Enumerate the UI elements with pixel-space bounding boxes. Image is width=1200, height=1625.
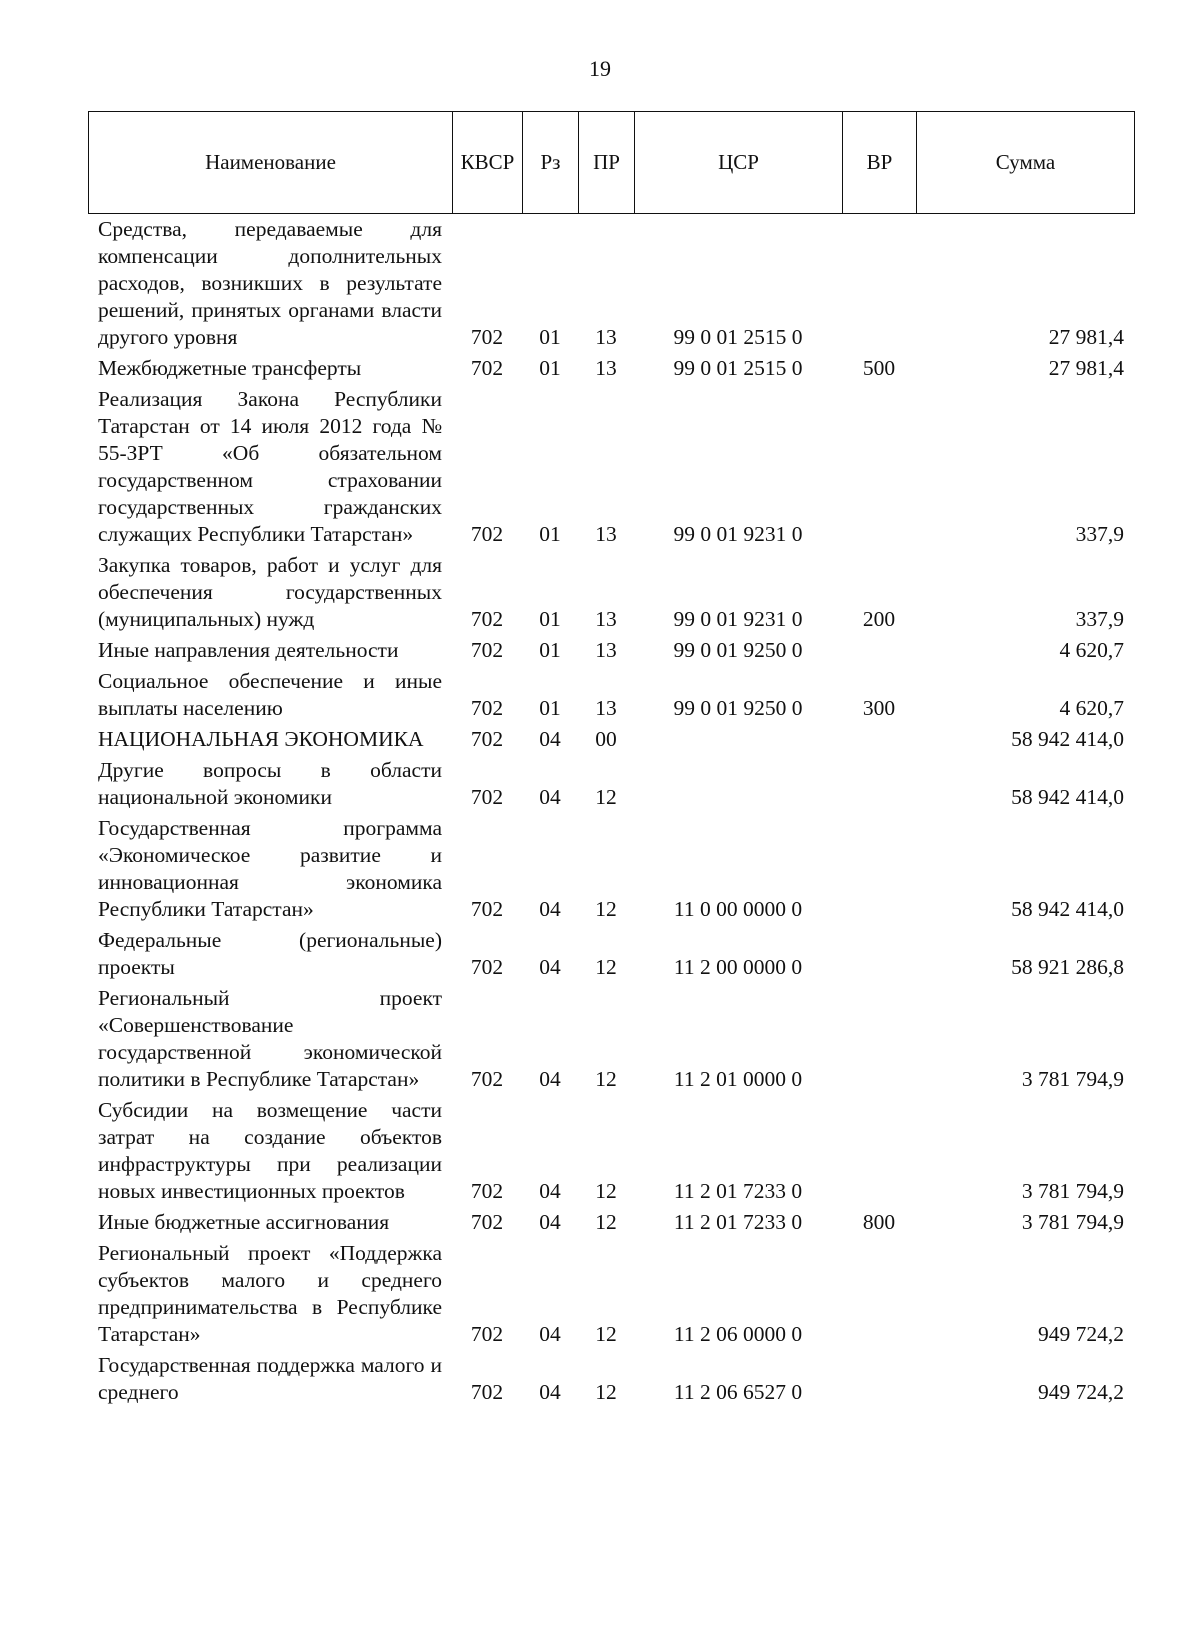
row-vr-cell bbox=[842, 1238, 916, 1350]
row-kvsr-cell: 702 bbox=[470, 696, 504, 720]
table-row bbox=[88, 755, 1134, 813]
row-name-cell: Государственная программа «Экономическое развитие и инновационная экономика Республики Татарстан» bbox=[98, 816, 442, 921]
row-csr-cell: 11 2 06 0000 0 bbox=[673, 1322, 803, 1346]
row-pr-cell: 00 bbox=[595, 727, 617, 751]
row-name-cell: НАЦИОНАЛЬНАЯ ЭКОНОМИКА bbox=[98, 727, 424, 751]
table-row bbox=[88, 384, 1134, 550]
row-sum-cell: 27 981,4 bbox=[1048, 325, 1124, 349]
row-vr-cell: 500 bbox=[862, 356, 896, 380]
row-kvsr-cell: 702 bbox=[470, 1322, 504, 1346]
row-csr-cell bbox=[634, 724, 842, 755]
row-name-cell: Региональный проект «Поддержка субъектов малого и среднего предпринимательства в Республике Татарстан» bbox=[98, 1241, 442, 1346]
row-pr-cell: 13 bbox=[595, 607, 617, 631]
row-csr-cell: 99 0 01 2515 0 bbox=[673, 325, 803, 349]
row-name-cell: Иные бюджетные ассигнования bbox=[98, 1210, 390, 1234]
row-rz-cell: 04 bbox=[539, 1210, 561, 1234]
row-pr-cell: 13 bbox=[595, 356, 617, 380]
header-name: Наименование bbox=[89, 112, 453, 214]
row-csr-cell: 11 2 00 0000 0 bbox=[673, 955, 803, 979]
row-sum-cell: 3 781 794,9 bbox=[1021, 1067, 1124, 1091]
header-csr: ЦСР bbox=[635, 112, 843, 214]
row-sum-cell: 4 620,7 bbox=[1059, 696, 1124, 720]
row-vr-cell: 800 bbox=[862, 1210, 896, 1234]
row-rz-cell: 01 bbox=[539, 607, 561, 631]
row-rz-cell: 04 bbox=[539, 1067, 561, 1091]
row-name-cell: Реализация Закона Республики Татарстан от 14 июля 2012 года № 55-ЗРТ «Об обязательном государственном страховании государственных гражданских служащих Республики Татарстан» bbox=[98, 387, 442, 546]
row-rz-cell: 04 bbox=[539, 1179, 561, 1203]
row-pr-cell: 12 bbox=[595, 1380, 617, 1404]
row-name-cell: Социальное обеспечение и иные выплаты населению bbox=[98, 669, 442, 720]
row-sum-cell: 337,9 bbox=[1075, 607, 1124, 631]
row-vr-cell bbox=[842, 1095, 916, 1207]
row-vr-cell: 300 bbox=[862, 696, 896, 720]
row-rz-cell: 04 bbox=[539, 955, 561, 979]
row-pr-cell: 13 bbox=[595, 696, 617, 720]
row-rz-cell: 01 bbox=[539, 325, 561, 349]
row-pr-cell: 12 bbox=[595, 1210, 617, 1234]
row-kvsr-cell: 702 bbox=[470, 325, 504, 349]
row-csr-cell: 99 0 01 2515 0 bbox=[673, 356, 803, 380]
row-sum-cell: 949 724,2 bbox=[1038, 1380, 1124, 1404]
row-kvsr-cell: 702 bbox=[470, 1380, 504, 1404]
row-vr-cell bbox=[842, 755, 916, 813]
table-row bbox=[88, 724, 1134, 755]
row-name-cell: Региональный проект «Совершенствование государственной экономической политики в Республике Татарстан» bbox=[98, 986, 442, 1091]
table-row bbox=[88, 1095, 1134, 1207]
row-name-cell: Другие вопросы в области национальной экономики bbox=[98, 758, 442, 809]
row-pr-cell: 12 bbox=[595, 1067, 617, 1091]
row-vr-cell bbox=[842, 635, 916, 666]
row-csr-cell: 11 2 01 7233 0 bbox=[673, 1210, 803, 1234]
row-kvsr-cell: 702 bbox=[470, 522, 504, 546]
row-vr-cell bbox=[842, 925, 916, 983]
row-sum-cell: 58 942 414,0 bbox=[1011, 727, 1124, 751]
row-rz-cell: 04 bbox=[539, 897, 561, 921]
row-pr-cell: 12 bbox=[595, 955, 617, 979]
page-number: 19 bbox=[589, 56, 611, 81]
header-vr: ВР bbox=[843, 112, 917, 214]
row-sum-cell: 58 921 286,8 bbox=[1011, 955, 1124, 979]
row-pr-cell: 12 bbox=[595, 1322, 617, 1346]
table-row bbox=[88, 550, 1134, 635]
row-pr-cell: 12 bbox=[595, 1179, 617, 1203]
row-csr-cell: 11 0 00 0000 0 bbox=[673, 897, 803, 921]
row-rz-cell: 04 bbox=[539, 785, 561, 809]
header-kvsr: КВСР bbox=[453, 112, 523, 214]
row-kvsr-cell: 702 bbox=[470, 785, 504, 809]
row-pr-cell: 13 bbox=[595, 638, 617, 662]
table-row bbox=[88, 1350, 1134, 1408]
row-vr-cell bbox=[842, 983, 916, 1095]
row-csr-cell: 11 2 06 6527 0 bbox=[673, 1380, 803, 1404]
table-row bbox=[88, 666, 1134, 724]
row-name-cell: Средства, передаваемые для компенсации дополнительных расходов, возникших в результате решений, принятых органами власти другого уровня bbox=[98, 217, 442, 349]
table-row bbox=[88, 214, 1134, 353]
header-rz: Рз bbox=[523, 112, 579, 214]
row-sum-cell: 3 781 794,9 bbox=[1021, 1179, 1124, 1203]
table-row bbox=[88, 813, 1134, 925]
row-vr-cell bbox=[842, 813, 916, 925]
row-csr-cell: 99 0 01 9231 0 bbox=[673, 607, 803, 631]
row-kvsr-cell: 702 bbox=[470, 897, 504, 921]
row-name-cell: Закупка товаров, работ и услуг для обеспечения государственных (муниципальных) нужд bbox=[98, 553, 442, 631]
row-rz-cell: 01 bbox=[539, 356, 561, 380]
row-sum-cell: 27 981,4 bbox=[1048, 356, 1124, 380]
table-row bbox=[88, 635, 1134, 666]
row-pr-cell: 12 bbox=[595, 897, 617, 921]
row-csr-cell: 11 2 01 7233 0 bbox=[673, 1179, 803, 1203]
row-vr-cell: 200 bbox=[862, 607, 896, 631]
row-vr-cell bbox=[842, 724, 916, 755]
row-csr-cell bbox=[634, 755, 842, 813]
table-row bbox=[88, 1207, 1134, 1238]
row-sum-cell: 3 781 794,9 bbox=[1021, 1210, 1124, 1234]
row-rz-cell: 04 bbox=[539, 1380, 561, 1404]
row-vr-cell bbox=[842, 384, 916, 550]
row-pr-cell: 13 bbox=[595, 325, 617, 349]
row-sum-cell: 949 724,2 bbox=[1038, 1322, 1124, 1346]
row-rz-cell: 01 bbox=[539, 638, 561, 662]
header-sum: Сумма bbox=[917, 112, 1135, 214]
row-sum-cell: 337,9 bbox=[1075, 522, 1124, 546]
row-sum-cell: 58 942 414,0 bbox=[1011, 785, 1124, 809]
row-name-cell: Государственная поддержка малого и среднего bbox=[98, 1353, 442, 1404]
row-rz-cell: 04 bbox=[539, 1322, 561, 1346]
row-vr-cell bbox=[842, 1350, 916, 1408]
row-kvsr-cell: 702 bbox=[470, 1179, 504, 1203]
row-csr-cell: 99 0 01 9250 0 bbox=[673, 638, 803, 662]
row-kvsr-cell: 702 bbox=[470, 356, 504, 380]
row-name-cell: Иные направления деятельности bbox=[98, 638, 399, 662]
row-rz-cell: 04 bbox=[539, 727, 561, 751]
table-row bbox=[88, 983, 1134, 1095]
row-rz-cell: 01 bbox=[539, 522, 561, 546]
table-row bbox=[88, 1238, 1134, 1350]
table-body bbox=[88, 214, 1134, 1408]
row-kvsr-cell: 702 bbox=[470, 638, 504, 662]
header-pr: ПР bbox=[579, 112, 635, 214]
row-csr-cell: 99 0 01 9231 0 bbox=[673, 522, 803, 546]
row-pr-cell: 12 bbox=[595, 785, 617, 809]
table-row bbox=[88, 925, 1134, 983]
row-kvsr-cell: 702 bbox=[470, 607, 504, 631]
row-name-cell: Межбюджетные трансферты bbox=[98, 356, 362, 380]
row-kvsr-cell: 702 bbox=[470, 1210, 504, 1234]
row-sum-cell: 58 942 414,0 bbox=[1011, 897, 1124, 921]
row-kvsr-cell: 702 bbox=[470, 727, 504, 751]
table-row bbox=[88, 353, 1134, 384]
row-pr-cell: 13 bbox=[595, 522, 617, 546]
row-name-cell: Субсидии на возмещение части затрат на создание объектов инфраструктуры при реализации новых инвестиционных проектов bbox=[98, 1098, 442, 1203]
row-sum-cell: 4 620,7 bbox=[1059, 638, 1124, 662]
budget-table bbox=[88, 214, 1134, 1408]
row-name-cell: Федеральные (региональные) проекты bbox=[98, 928, 442, 979]
row-kvsr-cell: 702 bbox=[470, 955, 504, 979]
table-header bbox=[88, 111, 1135, 214]
row-csr-cell: 11 2 01 0000 0 bbox=[673, 1067, 803, 1091]
row-vr-cell bbox=[842, 214, 916, 353]
row-csr-cell: 99 0 01 9250 0 bbox=[673, 696, 803, 720]
row-rz-cell: 01 bbox=[539, 696, 561, 720]
row-kvsr-cell: 702 bbox=[470, 1067, 504, 1091]
